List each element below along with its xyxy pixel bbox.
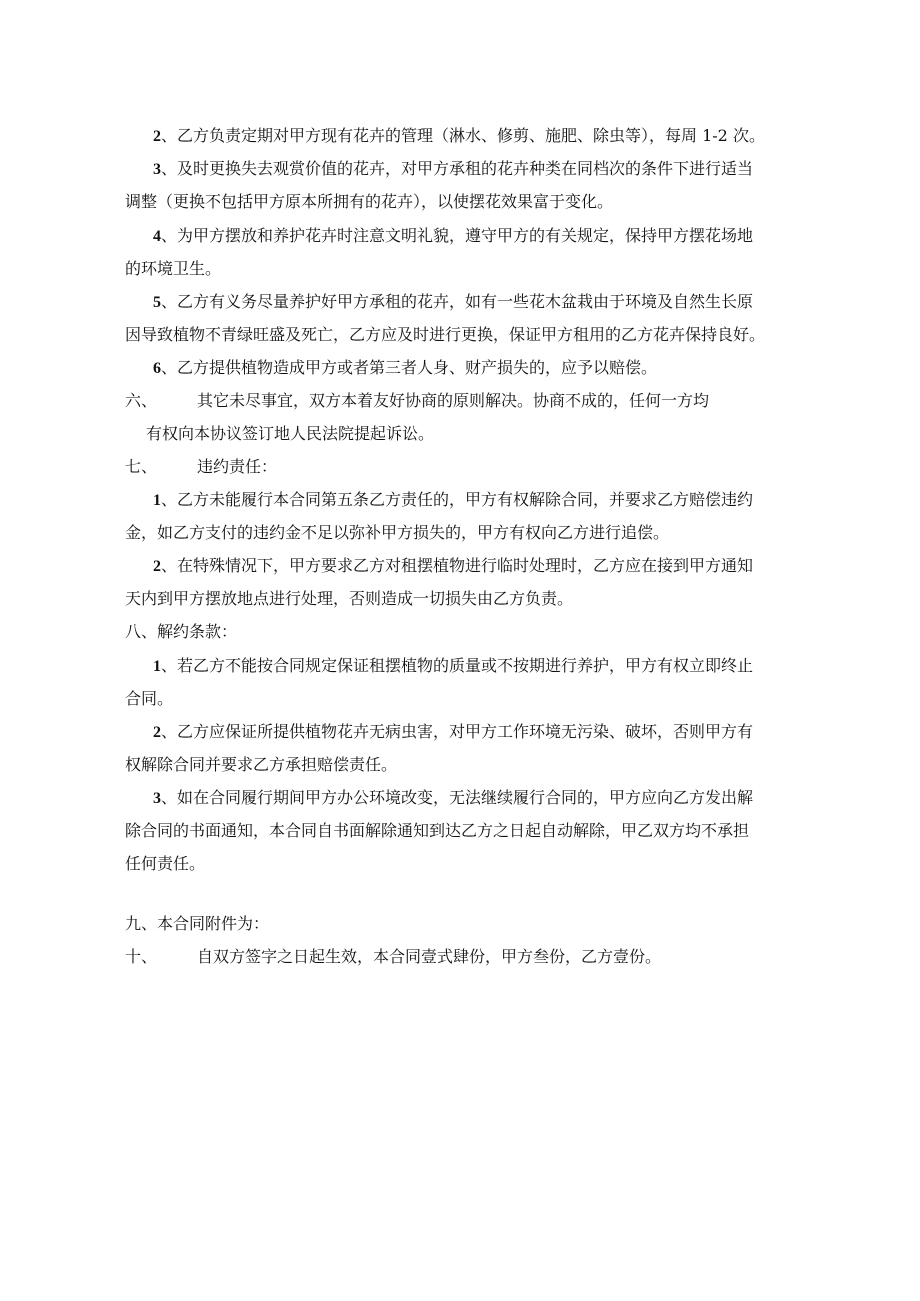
clause-5-2 bbox=[153, 126, 765, 147]
section-7-heading bbox=[125, 457, 277, 477]
clause-text: 、乙方提供植物造成甲方或者第三者人身、财产损失的，应予以赔偿。 bbox=[161, 358, 658, 377]
section-text: 其它未尽事宜，双方本着友好协商的原则解决。协商不成的，任何一方均 bbox=[197, 391, 710, 410]
section-6-cont: 有权向本协议签订地人民法院提起诉讼。 bbox=[146, 424, 435, 443]
section-label: 七、 bbox=[125, 457, 158, 476]
clause-text: 、乙方应保证所提供植物花卉无病虫害，对甲方工作环境无污染、破坏，否则甲方有 bbox=[161, 722, 754, 741]
item-number: 2 bbox=[153, 724, 161, 741]
clause-text: 、乙方负责定期对甲方现有花卉的管理（淋水、修剪、施肥、除虫等），每周 1-2 次。 bbox=[161, 126, 765, 145]
clause-7-2 bbox=[153, 556, 753, 577]
clause-5-3-cont: 调整（更换不包括甲方原本所拥有的花卉），以使摆花效果富于变化。 bbox=[125, 192, 614, 211]
clause-8-3 bbox=[153, 788, 753, 809]
section-text: 自双方签字之日起生效，本合同壹式肆份，甲方叁份，乙方壹份。 bbox=[197, 947, 662, 966]
clause-5-5 bbox=[153, 292, 753, 313]
clause-8-2-cont: 权解除合同并要求乙方承担赔偿责任。 bbox=[125, 755, 398, 774]
section-9-heading: 九、本合同附件为： bbox=[125, 914, 270, 933]
clause-text: 、乙方有义务尽量养护好甲方承租的花卉，如有一些花木盆栽由于环境及自然生长原 bbox=[161, 292, 754, 311]
item-number: 2 bbox=[153, 558, 161, 575]
clause-8-1-cont: 合同。 bbox=[125, 689, 174, 708]
section-title: 违约责任： bbox=[197, 457, 278, 476]
clause-text: 、及时更换失去观赏价值的花卉，对甲方承租的花卉种类在同档次的条件下进行适当 bbox=[161, 159, 754, 178]
clause-8-1 bbox=[153, 656, 753, 677]
clause-5-6 bbox=[153, 358, 657, 379]
clause-7-2-cont: 天内到甲方摆放地点进行处理，否则造成一切损失由乙方负责。 bbox=[125, 589, 574, 608]
item-number: 3 bbox=[153, 161, 161, 178]
clause-5-4-cont: 的环境卫生。 bbox=[125, 259, 222, 278]
clause-text: 、为甲方摆放和养护花卉时注意文明礼貌，遵守甲方的有关规定，保持甲方摆花场地 bbox=[161, 226, 754, 245]
section-label: 六、 bbox=[125, 391, 158, 410]
section-6 bbox=[125, 391, 709, 411]
item-number: 1 bbox=[153, 658, 161, 675]
clause-text: 、乙方未能履行本合同第五条乙方责任的，甲方有权解除合同，并要求乙方赔偿违约 bbox=[161, 490, 754, 509]
clause-8-3-cont: 除合同的书面通知，本合同自书面解除通知到达乙方之日起自动解除，甲乙双方均不承担 bbox=[125, 821, 750, 840]
clause-5-5-cont: 因导致植物不青绿旺盛及死亡，乙方应及时进行更换，保证甲方租用的乙方花卉保持良好。 bbox=[125, 325, 766, 344]
clause-text: 、在特殊情况下，甲方要求乙方对租摆植物进行临时处理时，乙方应在接到甲方通知 bbox=[161, 556, 754, 575]
clause-text: 、若乙方不能按合同规定保证租摆植物的质量或不按期进行养护，甲方有权立即终止 bbox=[161, 656, 754, 675]
clause-5-3 bbox=[153, 159, 753, 180]
item-number: 3 bbox=[153, 790, 161, 807]
clause-7-1-cont: 金，如乙方支付的违约金不足以弥补甲方损失的，甲方有权向乙方进行追偿。 bbox=[125, 523, 670, 542]
section-8-heading: 八、解约条款： bbox=[125, 622, 238, 641]
clause-8-3-cont2: 任何责任。 bbox=[125, 854, 206, 873]
section-label: 十、 bbox=[125, 947, 158, 966]
item-number: 4 bbox=[153, 228, 161, 245]
item-number: 6 bbox=[153, 360, 161, 377]
item-number: 1 bbox=[153, 492, 161, 509]
clause-text: 、如在合同履行期间甲方办公环境改变，无法继续履行合同的，甲方应向乙方发出解 bbox=[161, 788, 754, 807]
clause-8-2 bbox=[153, 722, 753, 743]
section-10 bbox=[125, 947, 661, 967]
clause-7-1 bbox=[153, 490, 753, 511]
clause-5-4 bbox=[153, 226, 753, 247]
item-number: 2 bbox=[153, 128, 161, 145]
item-number: 5 bbox=[153, 294, 161, 311]
